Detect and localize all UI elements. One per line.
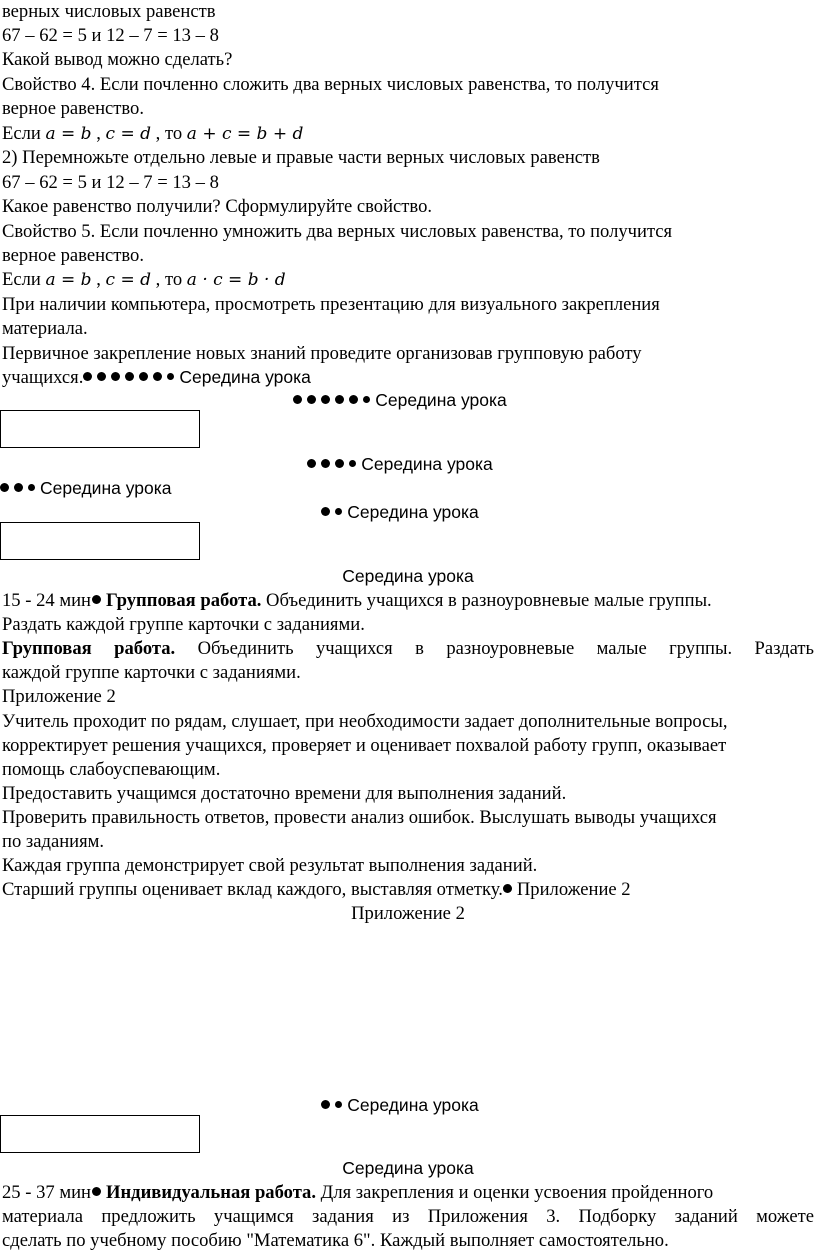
text-line: корректирует решения учащихся, проверяет и оценивает похвалой работу групп, оказывает [2, 735, 727, 756]
text-line: 67 – 62 = 5 и 12 – 7 = 13 – 8 [2, 172, 219, 193]
bullet-dot-icon [167, 373, 174, 380]
text-fragment: , [91, 123, 106, 144]
bullet-dot-icon [307, 459, 316, 468]
middle-label: Середина урока [361, 454, 493, 474]
bullet-dot-icon [321, 395, 330, 404]
bullet-dot-icon [321, 459, 330, 468]
text-line: Какое равенство получили? Сформулируйте свойство. [2, 196, 433, 217]
middle-label: Середина урока [40, 478, 172, 498]
text-line: При наличии компьютера, просмотреть презентацию для визуального закрепления [2, 294, 660, 315]
math-expression: a · c = b · d [186, 270, 286, 290]
text-line [2, 366, 311, 390]
text-line: 2) Перемножьте отдельно левые и правые части верных числовых равенств [2, 147, 600, 168]
bullet-dot-icon [153, 372, 162, 381]
bullet-dot-icon [92, 595, 101, 604]
math-expression: a = b [45, 270, 92, 290]
bullet-dot-icon [321, 1100, 330, 1109]
text-fragment: , [91, 269, 106, 290]
text-line: сделать по учебному пособию "Математика 6". Каждый выполняет самостоятельно. [2, 1230, 669, 1251]
middle-label: Середина урока [342, 566, 474, 586]
middle-label: Середина урока [375, 390, 507, 410]
text-line: по заданиям. [2, 831, 105, 852]
bullet-dot-icon [293, 395, 302, 404]
text-line: Свойство 5. Если почленно умножить два верных числовых равенства, то получится [2, 221, 673, 242]
text-line: Раздать каждой группе карточки с заданиями. [2, 614, 365, 635]
group-work-title: Групповая работа. [106, 590, 262, 611]
text-fragment: Старший группы оценивает вклад каждого, выставляя отметку. [2, 879, 503, 900]
bullet-dot-icon [349, 460, 356, 467]
text-line: верное равенство. [2, 98, 144, 119]
bullet-dot-icon [335, 1101, 342, 1108]
text-line: Учитель проходит по рядам, слушает, при необходимости задает дополнительные вопросы, [2, 711, 728, 732]
middle-label: Середина урока [179, 367, 311, 387]
bullet-dot-icon [349, 395, 358, 404]
individual-work-title: Индивидуальная работа. [106, 1182, 316, 1203]
text-line [2, 878, 631, 902]
text-fragment: , то [151, 269, 187, 290]
middle-label: Середина урока [347, 1095, 479, 1115]
text-fragment: учащихся. [2, 367, 84, 388]
math-expression: a + c = b + d [186, 124, 304, 144]
text-line: помощь слабоуспевающим. [2, 759, 221, 780]
bullet-dot-icon [0, 483, 9, 492]
bullet-dot-icon [97, 372, 106, 381]
text-fragment: Объединить учащихся в разноуровневые малые группы. [261, 590, 712, 611]
time-range: 15 - 24 мин [2, 590, 91, 611]
middle-label-line [0, 453, 808, 477]
bullet-dot-icon [321, 507, 330, 516]
group-work-heading [2, 589, 712, 613]
middle-label-line [0, 477, 172, 501]
bullet-dot-icon [503, 884, 512, 893]
text-line: Проверить правильность ответов, провести анализ ошибок. Выслушать выводы учащихся [2, 807, 717, 828]
math-expression: a = b [45, 124, 92, 144]
individual-work-heading [2, 1181, 713, 1205]
text-line [2, 637, 814, 661]
text-line: каждой группе карточки с заданиями. [2, 662, 301, 683]
text-line: Предоставить учащимся достаточно времени для выполнения заданий. [2, 783, 567, 804]
text-fragment: , то [151, 123, 187, 144]
empty-frame [0, 410, 200, 448]
math-expression: c = d [105, 270, 151, 290]
math-expression: c = d [105, 124, 151, 144]
empty-frame [0, 522, 200, 560]
bullet-dot-icon [83, 372, 92, 381]
bullet-dot-icon [111, 372, 120, 381]
middle-label: Середина урока [347, 502, 479, 522]
appendix-label: Приложение 2 [351, 903, 465, 924]
text-line: Первичное закрепление новых знаний проведите организовав групповую работу [2, 343, 642, 364]
empty-frame [0, 1115, 200, 1153]
appendix-label: Приложение 2 [2, 686, 116, 707]
text-line: верных числовых равенств [2, 1, 216, 22]
text-line: Каждая группа демонстрирует свой результат выполнения заданий. [2, 855, 538, 876]
bullet-dot-icon [92, 1187, 101, 1196]
text-fragment: Объединить учащихся в разноуровневые малые группы. Раздать [175, 638, 815, 659]
group-work-title: Групповая работа. [2, 638, 176, 659]
text-line: верное равенство. [2, 245, 144, 266]
bullet-dot-icon [335, 395, 344, 404]
bullet-dot-icon [335, 508, 342, 515]
middle-label: Середина урока [342, 1158, 474, 1178]
text-line: Какой вывод можно сделать? [2, 49, 233, 70]
bullet-group [83, 367, 311, 387]
text-line: 67 – 62 = 5 и 12 – 7 = 13 – 8 [2, 25, 219, 46]
text-fragment: Если [2, 269, 46, 290]
bullet-dot-icon [335, 459, 344, 468]
formula-line [2, 268, 286, 293]
formula-line [2, 122, 303, 147]
bullet-dot-icon [363, 396, 370, 403]
bullet-dot-icon [14, 483, 23, 492]
time-range: 25 - 37 мин [2, 1182, 91, 1203]
bullet-dot-icon [28, 484, 35, 491]
bullet-dot-icon [139, 372, 148, 381]
text-fragment: Для закрепления и оценки усвоения пройденного [316, 1182, 714, 1203]
bullet-dot-icon [125, 372, 134, 381]
text-line: Свойство 4. Если почленно сложить два верных числовых равенства, то получится [2, 74, 659, 95]
text-fragment: Если [2, 123, 46, 144]
text-line: материала. [2, 318, 88, 339]
appendix-label: Приложение 2 [516, 879, 631, 900]
text-line: материала предложить учащимся задания из Приложения 3. Подборку заданий можете [2, 1206, 814, 1227]
bullet-dot-icon [307, 395, 316, 404]
